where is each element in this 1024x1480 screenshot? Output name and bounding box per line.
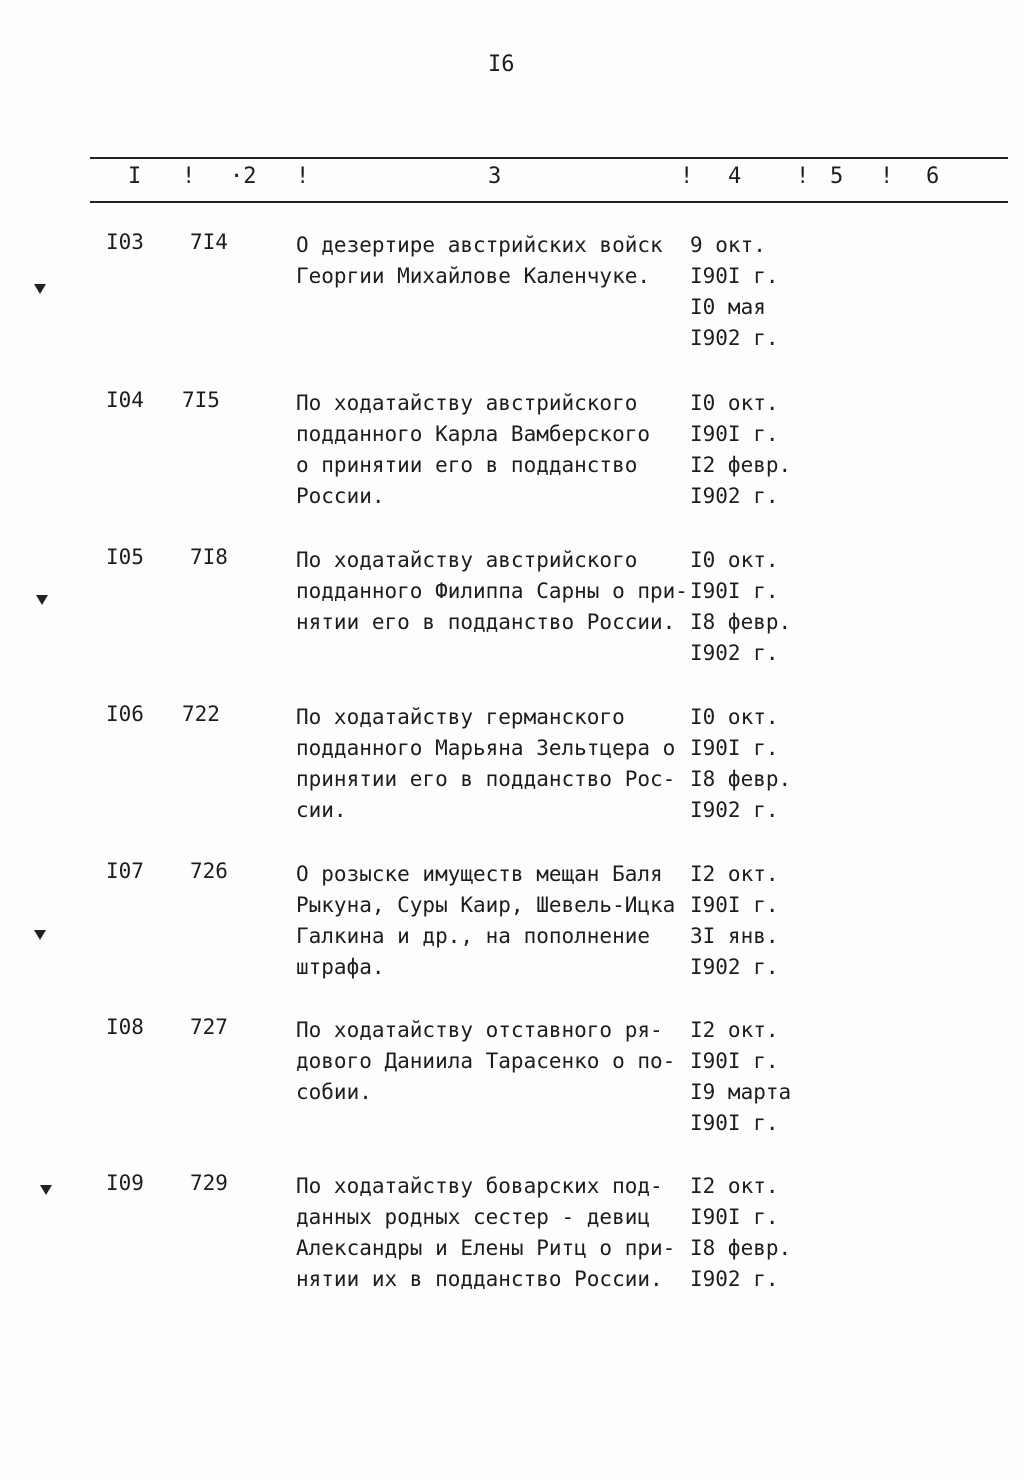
desc-line: По ходатайству отставного ря-	[296, 1018, 663, 1042]
date-line: I902 г.	[690, 641, 779, 665]
date-line: I90I г.	[690, 1049, 779, 1073]
desc-line: По ходатайству германского	[296, 705, 625, 729]
desc-line: По ходатайству боварских под-	[296, 1174, 663, 1198]
date-line: I0 окт.	[690, 391, 779, 415]
entry-code: 726	[190, 859, 228, 883]
date-line: I8 февр.	[690, 610, 792, 634]
date-line: I8 февр.	[690, 1236, 792, 1260]
date-line: I8 февр.	[690, 767, 792, 791]
date-line: I2 февр.	[690, 453, 792, 477]
entry-code: 7I8	[190, 545, 228, 569]
column-header-5: 5	[830, 164, 844, 189]
entry-number: I07	[106, 859, 144, 883]
date-line: I90I г.	[690, 1111, 779, 1135]
desc-line: России.	[296, 484, 385, 508]
entry-dates	[690, 1171, 830, 1295]
entry-description	[296, 545, 688, 638]
date-line: I902 г.	[690, 1267, 779, 1291]
column-separator: !	[680, 164, 694, 189]
column-header-1: I	[128, 164, 142, 189]
date-line: I902 г.	[690, 955, 779, 979]
entry-description	[296, 230, 688, 292]
header-bottom-rule	[90, 201, 1008, 203]
entry-number: I08	[106, 1015, 144, 1039]
entry-description	[296, 388, 688, 512]
desc-line: подданного Марьяна Зельтцера о	[296, 736, 676, 760]
column-header-2: ·2	[230, 164, 257, 189]
desc-line: подданного Филиппа Сарны о при-	[296, 579, 688, 603]
header-top-rule	[90, 157, 1008, 159]
date-line: I0 мая	[690, 295, 766, 319]
date-line: I90I г.	[690, 422, 779, 446]
desc-line: принятии его в подданство Рос-	[296, 767, 676, 791]
column-header-6: 6	[926, 164, 940, 189]
entry-dates	[690, 388, 830, 512]
entry-number: I03	[106, 230, 144, 254]
entry-code: 729	[190, 1171, 228, 1195]
entry-code: 727	[190, 1015, 228, 1039]
date-line: I0 окт.	[690, 705, 779, 729]
desc-line: О розыске имуществ мещан Баля	[296, 862, 663, 886]
desc-line: собии.	[296, 1080, 372, 1104]
entry-dates	[690, 702, 830, 826]
date-line: I2 окт.	[690, 1174, 779, 1198]
date-line: 9 окт.	[690, 233, 766, 257]
binding-mark-icon	[34, 930, 46, 940]
date-line: I90I г.	[690, 1205, 779, 1229]
date-line: I90I г.	[690, 893, 779, 917]
desc-line: О дезертире австрийских войск	[296, 233, 663, 257]
entry-number: I04	[106, 388, 144, 412]
desc-line: данных родных сестер - девиц	[296, 1205, 651, 1229]
date-line: I90I г.	[690, 579, 779, 603]
desc-line: Александры и Елены Ритц о при-	[296, 1236, 676, 1260]
page-number: I6	[488, 52, 515, 77]
entry-dates	[690, 545, 830, 669]
date-line: I902 г.	[690, 798, 779, 822]
column-header-row	[0, 164, 1024, 194]
entry-dates	[690, 1015, 830, 1139]
date-line: I2 окт.	[690, 862, 779, 886]
desc-line: о принятии его в подданство	[296, 453, 638, 477]
desc-line: дового Даниила Тарасенко о по-	[296, 1049, 676, 1073]
entry-dates	[690, 230, 830, 354]
binding-mark-icon	[36, 595, 48, 605]
column-separator: !	[796, 164, 810, 189]
entry-description	[296, 1015, 688, 1108]
date-line: I90I г.	[690, 736, 779, 760]
date-line: I902 г.	[690, 326, 779, 350]
entry-code: 722	[182, 702, 220, 726]
entry-code: 7I4	[190, 230, 228, 254]
date-line: I0 окт.	[690, 548, 779, 572]
desc-line: сии.	[296, 798, 347, 822]
date-line: I902 г.	[690, 484, 779, 508]
binding-mark-icon	[40, 1185, 52, 1195]
column-separator: !	[182, 164, 196, 189]
date-line: 3I янв.	[690, 924, 779, 948]
desc-line: Рыкуна, Суры Каир, Шевель-Ицка	[296, 893, 676, 917]
desc-line: штрафа.	[296, 955, 385, 979]
entry-code: 7I5	[182, 388, 220, 412]
desc-line: По ходатайству австрийского	[296, 391, 638, 415]
desc-line: Георгии Михайлове Каленчуке.	[296, 264, 651, 288]
entry-number: I09	[106, 1171, 144, 1195]
binding-mark-icon	[34, 284, 46, 294]
date-line: I9 марта	[690, 1080, 792, 1104]
desc-line: По ходатайству австрийского	[296, 548, 638, 572]
entry-dates	[690, 859, 830, 983]
entry-number: I06	[106, 702, 144, 726]
date-line: I90I г.	[690, 264, 779, 288]
desc-line: Галкина и др., на пополнение	[296, 924, 651, 948]
column-header-4: 4	[728, 164, 742, 189]
entry-description	[296, 702, 688, 826]
desc-line: подданного Карла Вамберского	[296, 422, 651, 446]
date-line: I2 окт.	[690, 1018, 779, 1042]
desc-line: нятии его в подданство России.	[296, 610, 676, 634]
entry-description	[296, 1171, 688, 1295]
column-header-3: 3	[488, 164, 502, 189]
column-separator: !	[296, 164, 310, 189]
desc-line: нятии их в подданство России.	[296, 1267, 663, 1291]
entry-number: I05	[106, 545, 144, 569]
column-separator: !	[880, 164, 894, 189]
entry-description	[296, 859, 688, 983]
